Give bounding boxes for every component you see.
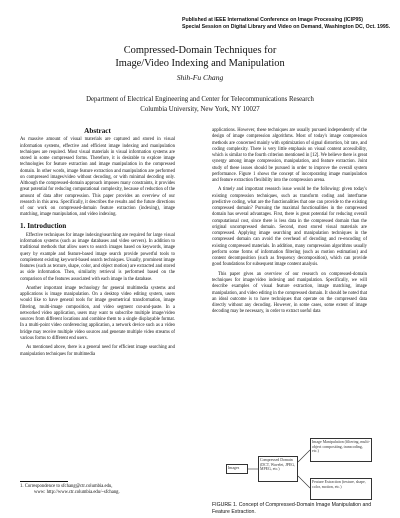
affiliation-line-1: Department of Electrical Engineering and Center for Telecommunications Research bbox=[86, 96, 314, 103]
figure-caption: FIGURE 1. Concept of Compressed-Domain Image Manipulation and Feature Extraction. bbox=[212, 502, 372, 515]
intro-paragraph-2: Another important image technology for general multimedia systems and applications is image manipulation. On a desktop video editing system, users would like to have general tools for image geometrical transformation, image filtering, multi-image composition, and video segment cut-and-paste. In a networked video application, users may want to subscribe multiple image/video sources from different locations and combine them to a single displayable format. In a multi-point video conferencing application, a network device such as a video bridge may receive multiple video sources and generate multiple video streams of various forms to different end users. bbox=[20, 285, 175, 341]
intro-paragraph-3: As mentioned above, there is a general need for efficient image searching and manipulation techniques for multimedia bbox=[20, 345, 175, 357]
right-paragraph-2: A timely and important research issue would be the following: given today's existing compression techniques, such as transform coding and interframe predictive coding, what are the functionalities that one can provide to the existing compressed domain? Pursuing the maximal functionalities in the compressed domain has several advantages. First, there is great potential for reducing overall computational cost, since there is less data in the compressed domain than the original uncompressed domain. Second, most stored visual materials are compressed. Applying image searching and manipulation techniques in the compressed domain can avoid the overhead of decoding and re-encoding of existing compressed materials. In addition, many compression algorithms usually perform some forms of information filtering (such as motion estimation) and content decomposition (such as frequency decomposition), which can provide good foundations for subsequent image content analysis. bbox=[212, 187, 367, 268]
footnote-line-1: 1. Correspondence to sfchang@ctr.columbia.edu, bbox=[20, 484, 113, 489]
right-paragraph-1: applications. However, these techniques are usually pursued independently of the design of image compression algorithms. Most of today's image compression methods are concerned mainly with optimization of signal distortion, bit rate, and coding complexity. There is very little emphasis on visual content accessibility, which is similar to the fourth criterion mentioned in [12]. We believe there is great synergy among image compression, manipulation, and feature extraction. Joint study of these issues should be pursued in order to improve the overall system performance. Figure 1 shows the concept of incorporating image manipulation and feature extraction flexibility into the compression arena. bbox=[212, 128, 367, 183]
publication-header bbox=[182, 17, 392, 31]
abstract-heading: Abstract bbox=[84, 127, 111, 135]
images-box: Images bbox=[226, 464, 248, 474]
left-column bbox=[20, 128, 175, 361]
compressed-domain-box: Compressed Domain (DCT, Wavelet, JPEG, MPEG, etc.) bbox=[258, 456, 298, 482]
intro-heading: 1. Introduction bbox=[20, 221, 67, 230]
footnote-line-2: www: http://www.ctr.columbia.edu/~sfchang. bbox=[34, 490, 120, 495]
paper-title bbox=[0, 44, 400, 70]
affiliation-line-2: Columbia University, New York, NY 10027 bbox=[140, 106, 260, 113]
right-column bbox=[212, 128, 367, 319]
manipulation-box: Image Manipulation (filtering, multi-object compositing, transcoding, etc.) bbox=[310, 438, 372, 462]
footnote bbox=[20, 484, 190, 496]
figure-1 bbox=[226, 438, 376, 504]
title-line-2: Image/Video Indexing and Manipulation bbox=[115, 58, 285, 69]
right-paragraph-3: This paper gives an overview of our research on compressed-domain techniques for image/video indexing and manipulation. Specifically, we will describe examples of visual feature extraction, image matching, image manipulation, and video editing in the compressed domain. It should be noted that an ideal outcome is to have techniques that operate on the compressed data directly without any decoding. However, in some cases, some extent of image decoding may be necessary, in order to extract useful data bbox=[212, 271, 367, 315]
title-line-1: Compressed-Domain Techniques for bbox=[123, 45, 277, 56]
footnote-rule bbox=[20, 481, 68, 482]
feature-extraction-box: Feature Extraction (texture, shape, color, motion, etc.) bbox=[310, 478, 372, 500]
header-line-2: Special Session on Digital Library and Video on Demand, Washington DC, Oct. 1995. bbox=[182, 24, 391, 30]
header-line-1: Published at IEEE International Conference on Image Processing (ICIP95) bbox=[182, 17, 364, 23]
affiliation bbox=[0, 95, 400, 115]
intro-paragraph-1: Effective techniques for image indexing/searching are required for large visual information systems (such as image databases and video servers). In addition to traditional methods that allow users to search images based on keywords, image query by example and feature-based image search provide powerful tools to complement existing keyword-based search techniques. Usually, prominent image features (such as texture, shape, color, and object motion) are extracted and stored as side information. Then, similarity retrieval is performed based on the comparison of the features associated with each image in the database. bbox=[20, 232, 175, 282]
author-name: Shih-Fu Chang bbox=[176, 73, 224, 82]
abstract-text: As massive amount of visual materials are captured and stored in visual information systems, effective and efficient image indexing and manipulation techniques are required. Most visual materials in visual information systems are stored in some compressed forms. Therefore, it is desirable to explore image technologies for feature extraction and image manipulation in the compressed domain. In other words, image feature extraction and manipulation are performed on compressed images/video without decoding, or with minimal decoding only. Although the compressed-domain approach imposes many constraints, it provides great potential for reducing computational complexity, because of reduction of the amount of data after compression. This paper provides an overview of our research in this area. Specifically, it describes the results and the future directions of our work on compressed-domain feature extraction (indexing), image matching, image manipulation, and video indexing. bbox=[20, 137, 175, 218]
